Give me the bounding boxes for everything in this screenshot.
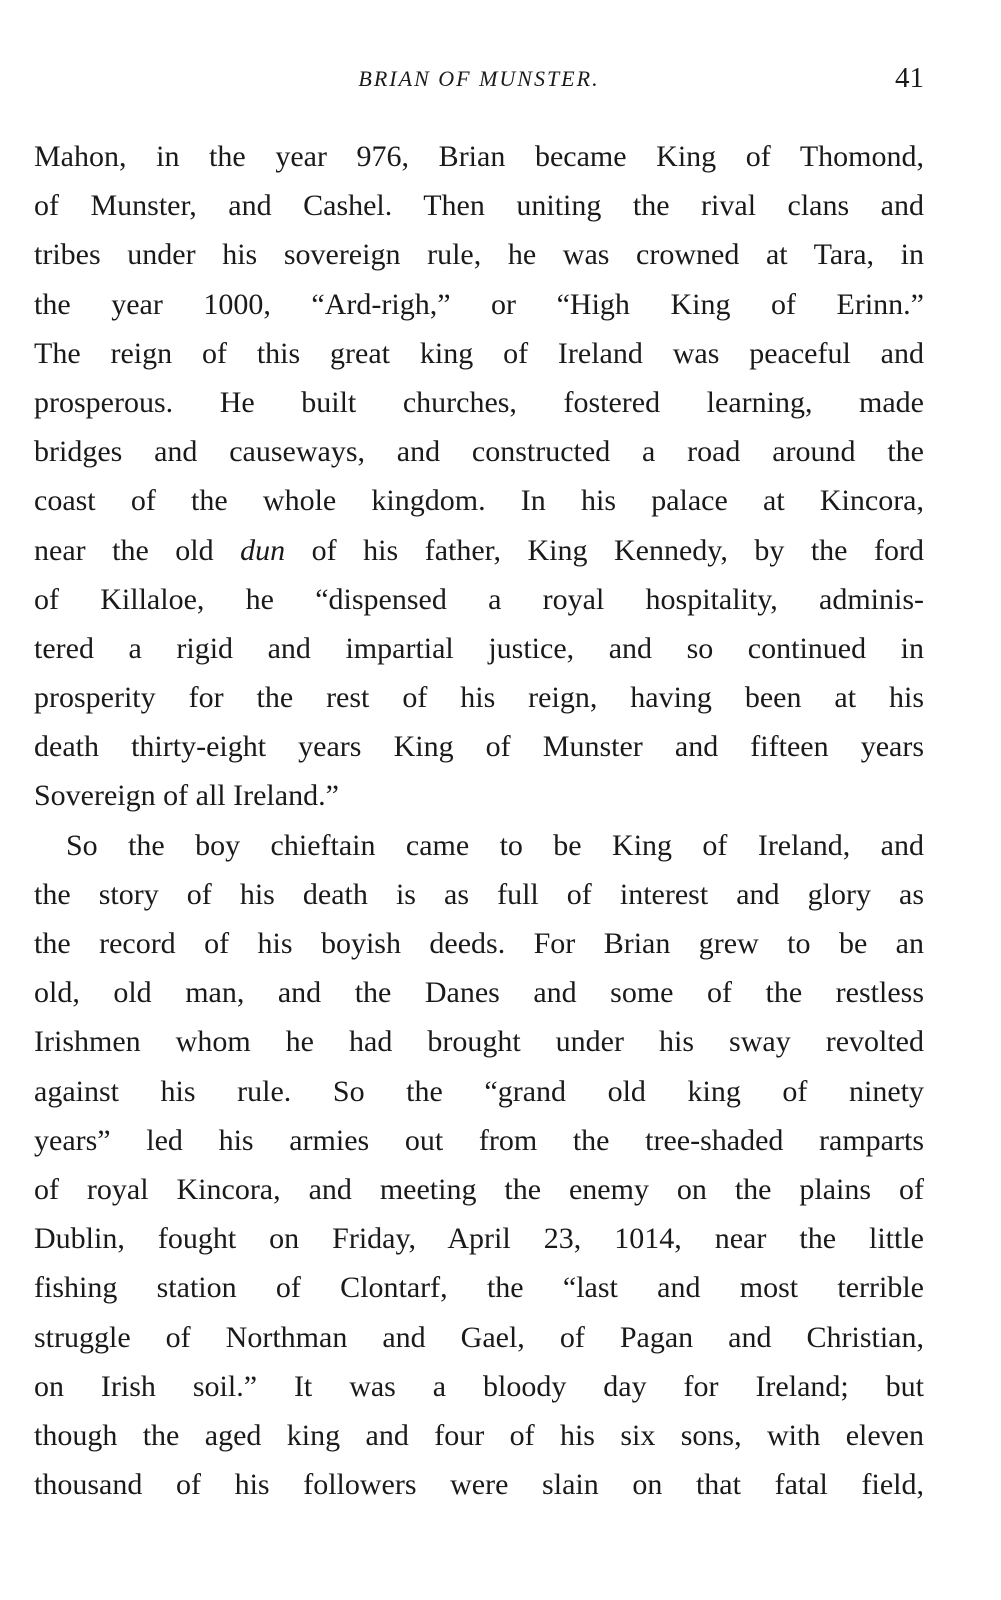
text-line: on Irish soil.” It was a bloody day for Ireland; but	[34, 1369, 924, 1403]
text-line: Mahon, in the year 976, Brian became King of Thomond,	[34, 140, 924, 173]
paragraph-1	[34, 132, 924, 821]
text-line: The reign of this great king of Ireland was peaceful and	[34, 336, 924, 370]
text-line: prosperity for the rest of his reign, having been at his	[34, 681, 924, 715]
text-line: against his rule. So the “grand old king of ninety	[34, 1074, 924, 1108]
text-segment: near the old	[34, 533, 241, 567]
text-line: the year 1000, “Ard-righ,” or “High King of Erinn.”	[34, 287, 924, 321]
text-line: of royal Kincora, and meeting the enemy on the plains of	[34, 1172, 924, 1206]
text-line: struggle of Northman and Gael, of Pagan and Christian,	[34, 1320, 924, 1354]
text-segment: of his father, King Kennedy, by the ford	[285, 533, 924, 567]
body-text	[34, 132, 924, 1509]
text-line: fishing station of Clontarf, the “last and most terrible	[34, 1271, 924, 1305]
page-number: 41	[895, 62, 924, 94]
text-line: Irishmen whom he had brought under his sway revolted	[34, 1025, 924, 1059]
text-line: So the boy chieftain came to be King of Ireland, and	[66, 828, 924, 862]
text-line	[34, 526, 924, 575]
text-line: Sovereign of all Ireland.”	[34, 779, 339, 813]
italic-word: dun	[240, 533, 286, 567]
text-line: of Killaloe, he “dispensed a royal hospitality, adminis-	[34, 582, 924, 616]
text-line: though the aged king and four of his six sons, with eleven	[34, 1418, 924, 1452]
text-line: the record of his boyish deeds. For Brian grew to be an	[34, 927, 924, 960]
text-line: prosperous. He built churches, fostered learning, made	[34, 385, 924, 419]
text-line: the story of his death is as full of interest and glory as	[34, 877, 924, 911]
text-line: bridges and causeways, and constructed a road around the	[34, 435, 924, 469]
text-line: of Munster, and Cashel. Then uniting the rival clans and	[34, 189, 924, 223]
paragraph-2	[34, 821, 924, 1510]
text-line: coast of the whole kingdom. In his palace at Kincora,	[34, 484, 924, 518]
running-head	[34, 62, 924, 102]
text-line: years” led his armies out from the tree-shaded ramparts	[34, 1123, 924, 1157]
text-line: old, old man, and the Danes and some of the restless	[34, 976, 924, 1010]
text-line: tribes under his sovereign rule, he was crowned at Tara, in	[34, 238, 924, 272]
running-title: BRIAN OF MUNSTER.	[358, 66, 600, 91]
text-line: tered a rigid and impartial justice, and so continued in	[34, 631, 924, 665]
text-line: thousand of his followers were slain on that fatal field,	[34, 1468, 924, 1502]
text-line: Dublin, fought on Friday, April 23, 1014, near the little	[34, 1222, 924, 1256]
text-line: death thirty-eight years King of Munster and fifteen years	[34, 730, 924, 764]
